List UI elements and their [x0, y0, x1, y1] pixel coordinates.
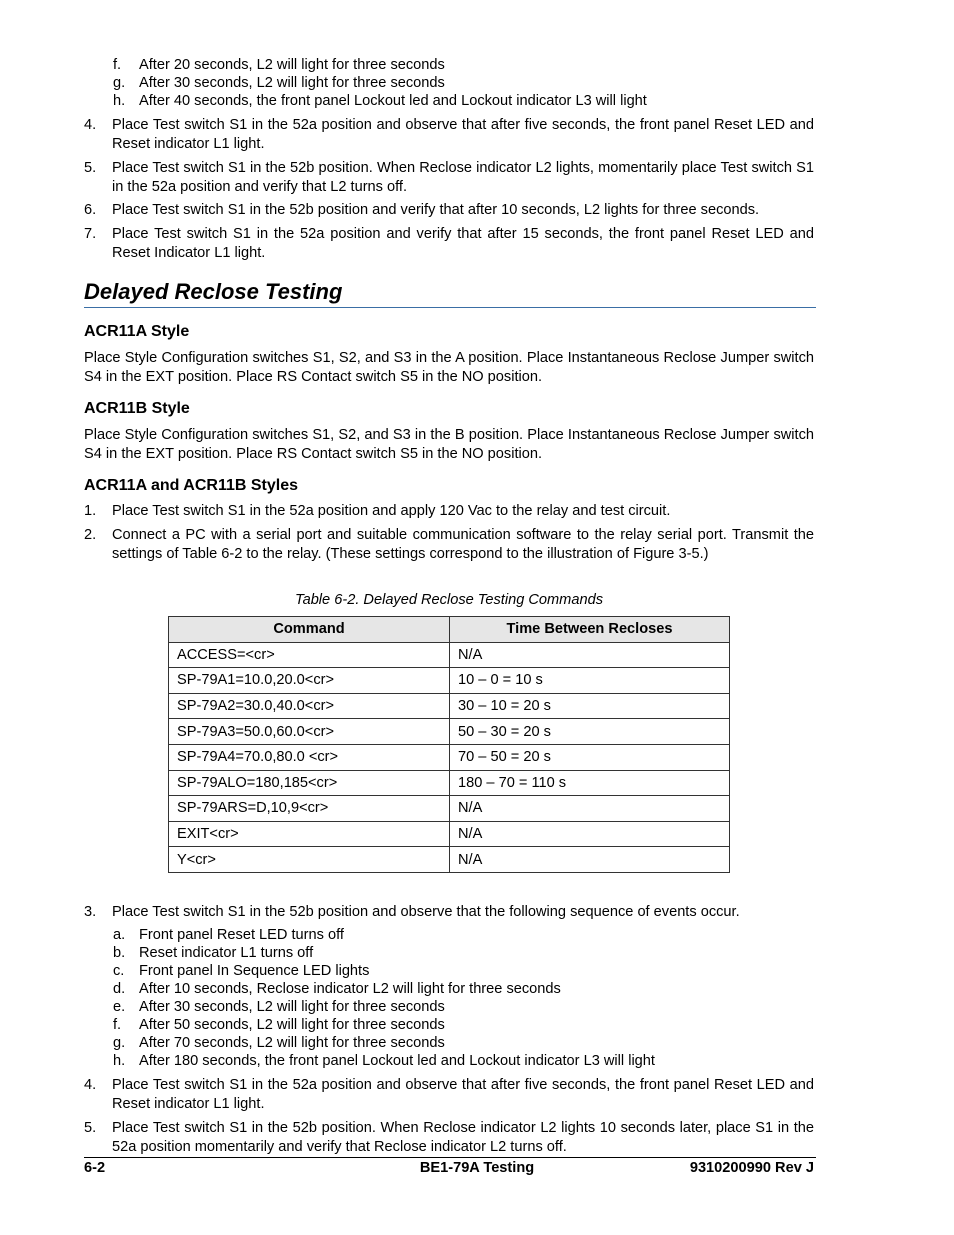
- sub-list-text: After 20 seconds, L2 will light for three seconds: [139, 57, 445, 73]
- sub-list-text: After 70 seconds, L2 will light for three seconds: [139, 1035, 445, 1051]
- sub-list-item: [113, 962, 369, 980]
- sub-list-item: [113, 944, 313, 962]
- footer-page-number: 6-2: [84, 1160, 106, 1176]
- sub-list-text: After 180 seconds, the front panel Lockout led and Lockout indicator L3 will light: [139, 1053, 655, 1069]
- table-row: [169, 770, 730, 796]
- column-header-command: Command: [169, 617, 450, 643]
- sub-list-item: [113, 980, 561, 998]
- sub-list-letter: e.: [113, 999, 126, 1015]
- step-text: Connect a PC with a serial port and suitable communication software to the relay serial port. Transmit the settings of Table 6-2 to the relay. (These settings correspond to the illustration of Figure 3-5.): [112, 527, 814, 562]
- step-text: Place Test switch S1 in the 52b position. When Reclose indicator L2 lights, momentarily place Test switch S1 in the 52a position and verify that L2 turns off.: [112, 160, 814, 195]
- table-row: [169, 693, 730, 719]
- command-cell: SP-79A1=10.0,20.0<cr>: [169, 668, 450, 694]
- sub-list-letter: a.: [113, 927, 126, 943]
- step-number: 2.: [84, 527, 97, 543]
- step-text: Place Test switch S1 in the 52b position and verify that after 10 seconds, L2 lights for three seconds.: [112, 202, 760, 218]
- sub-list-text: Front panel In Sequence LED lights: [139, 963, 370, 979]
- step-text: Place Test switch S1 in the 52a position and verify that after 15 seconds, the front panel Reset LED and Reset Indicator L1 light.: [112, 226, 814, 261]
- time-cell: N/A: [450, 821, 730, 847]
- sub-list-item: [113, 998, 445, 1016]
- time-cell: 10 – 0 = 10 s: [450, 668, 730, 694]
- numbered-step: [84, 225, 814, 262]
- sub-list-item: [113, 926, 344, 944]
- table-row: [169, 668, 730, 694]
- table-row: [169, 642, 730, 668]
- time-cell: 70 – 50 = 20 s: [450, 744, 730, 770]
- step-text: Place Test switch S1 in the 52b position. When Reclose indicator L2 lights 10 seconds later, place S1 in the 52a position momentarily and verify that Reclose indicator L2 turns off.: [112, 1120, 814, 1155]
- subheading-acr11a: ACR11A Style: [84, 323, 190, 340]
- command-cell: EXIT<cr>: [169, 821, 450, 847]
- time-cell: N/A: [450, 796, 730, 822]
- step-number: 5.: [84, 160, 97, 176]
- sub-list-text: After 30 seconds, L2 will light for three seconds: [139, 999, 445, 1015]
- numbered-step: [84, 201, 814, 220]
- table-row: [169, 744, 730, 770]
- sub-list-letter: b.: [113, 945, 126, 961]
- numbered-step: [84, 903, 814, 922]
- subheading-both: ACR11A and ACR11B Styles: [84, 477, 298, 494]
- sub-list-text: Front panel Reset LED turns off: [139, 927, 344, 943]
- time-cell: N/A: [450, 847, 730, 873]
- time-cell: 50 – 30 = 20 s: [450, 719, 730, 745]
- sub-list-item: [113, 1034, 445, 1052]
- sub-list-text: After 30 seconds, L2 will light for three seconds: [139, 75, 445, 91]
- command-cell: ACCESS=<cr>: [169, 642, 450, 668]
- paragraph-acr11b: Place Style Configuration switches S1, S2, and S3 in the B position. Place Instantaneous Reclose Jumper switch S4 in the EXT position. Place RS Contact switch S5 in the NO position.: [84, 427, 814, 462]
- command-cell: SP-79ARS=D,10,9<cr>: [169, 796, 450, 822]
- table-row: [169, 719, 730, 745]
- table-row: [169, 796, 730, 822]
- step-number: 6.: [84, 202, 97, 218]
- sub-list-letter: f.: [113, 1017, 122, 1033]
- sub-list-text: After 50 seconds, L2 will light for three seconds: [139, 1017, 445, 1033]
- section-heading: Delayed Reclose Testing: [84, 279, 343, 304]
- sub-list-letter: g.: [113, 75, 126, 91]
- command-cell: SP-79A4=70.0,80.0 <cr>: [169, 744, 450, 770]
- footer-title: BE1-79A Testing: [419, 1160, 535, 1176]
- sub-list-item: [113, 1052, 655, 1070]
- step-text: Place Test switch S1 in the 52a position and observe that after five seconds, the front panel Reset LED and Reset indicator L1 light.: [112, 117, 814, 152]
- step-number: 5.: [84, 1120, 97, 1136]
- time-cell: 180 – 70 = 110 s: [450, 770, 730, 796]
- table-row: [169, 847, 730, 873]
- step-text: Place Test switch S1 in the 52b position and observe that the following sequence of events occur.: [112, 904, 740, 920]
- sub-list-letter: c.: [113, 963, 125, 979]
- heading-rule: [84, 307, 816, 308]
- sub-list-letter: g.: [113, 1035, 126, 1051]
- sub-list-text: After 40 seconds, the front panel Lockout led and Lockout indicator L3 will light: [139, 93, 647, 109]
- command-cell: SP-79A3=50.0,60.0<cr>: [169, 719, 450, 745]
- footer-doc-number: 9310200990 Rev J: [689, 1160, 814, 1176]
- time-cell: N/A: [450, 642, 730, 668]
- footer-rule: [84, 1157, 816, 1158]
- sub-list-item: [113, 56, 445, 74]
- commands-table: [168, 616, 730, 873]
- numbered-step: [84, 502, 814, 521]
- numbered-step: [84, 1119, 814, 1156]
- step-number: 1.: [84, 503, 97, 519]
- sub-list-letter: d.: [113, 981, 126, 997]
- numbered-step: [84, 116, 814, 153]
- table-header-row: [169, 617, 730, 643]
- step-number: 3.: [84, 904, 97, 920]
- sub-list-text: Reset indicator L1 turns off: [139, 945, 314, 961]
- column-header-time: Time Between Recloses: [450, 617, 730, 643]
- step-text: Place Test switch S1 in the 52a position and observe that after five seconds, the front panel Reset LED and Reset indicator L1 light.: [112, 1077, 814, 1112]
- numbered-step: [84, 526, 814, 563]
- time-cell: 30 – 10 = 20 s: [450, 693, 730, 719]
- sub-list-letter: h.: [113, 1053, 126, 1069]
- command-cell: Y<cr>: [169, 847, 450, 873]
- step-number: 4.: [84, 1077, 97, 1093]
- sub-list-item: [113, 1016, 445, 1034]
- command-cell: SP-79A2=30.0,40.0<cr>: [169, 693, 450, 719]
- command-cell: SP-79ALO=180,185<cr>: [169, 770, 450, 796]
- sub-list-item: [113, 74, 445, 92]
- sub-list-text: After 10 seconds, Reclose indicator L2 will light for three seconds: [139, 981, 561, 997]
- subheading-acr11b: ACR11B Style: [84, 400, 190, 417]
- table-row: [169, 821, 730, 847]
- paragraph-acr11a: Place Style Configuration switches S1, S2, and S3 in the A position. Place Instantaneous Reclose Jumper switch S4 in the EXT position. Place RS Contact switch S5 in the NO position.: [84, 350, 814, 385]
- sub-list-letter: f.: [113, 57, 122, 73]
- step-text: Place Test switch S1 in the 52a position and apply 120 Vac to the relay and test circuit.: [112, 503, 671, 519]
- sub-list-item: [113, 92, 647, 110]
- numbered-step: [84, 159, 814, 196]
- table-caption: Table 6-2. Delayed Reclose Testing Commands: [295, 592, 603, 608]
- step-number: 4.: [84, 117, 97, 133]
- numbered-step: [84, 1076, 814, 1113]
- sub-list-letter: h.: [113, 93, 126, 109]
- step-number: 7.: [84, 226, 97, 242]
